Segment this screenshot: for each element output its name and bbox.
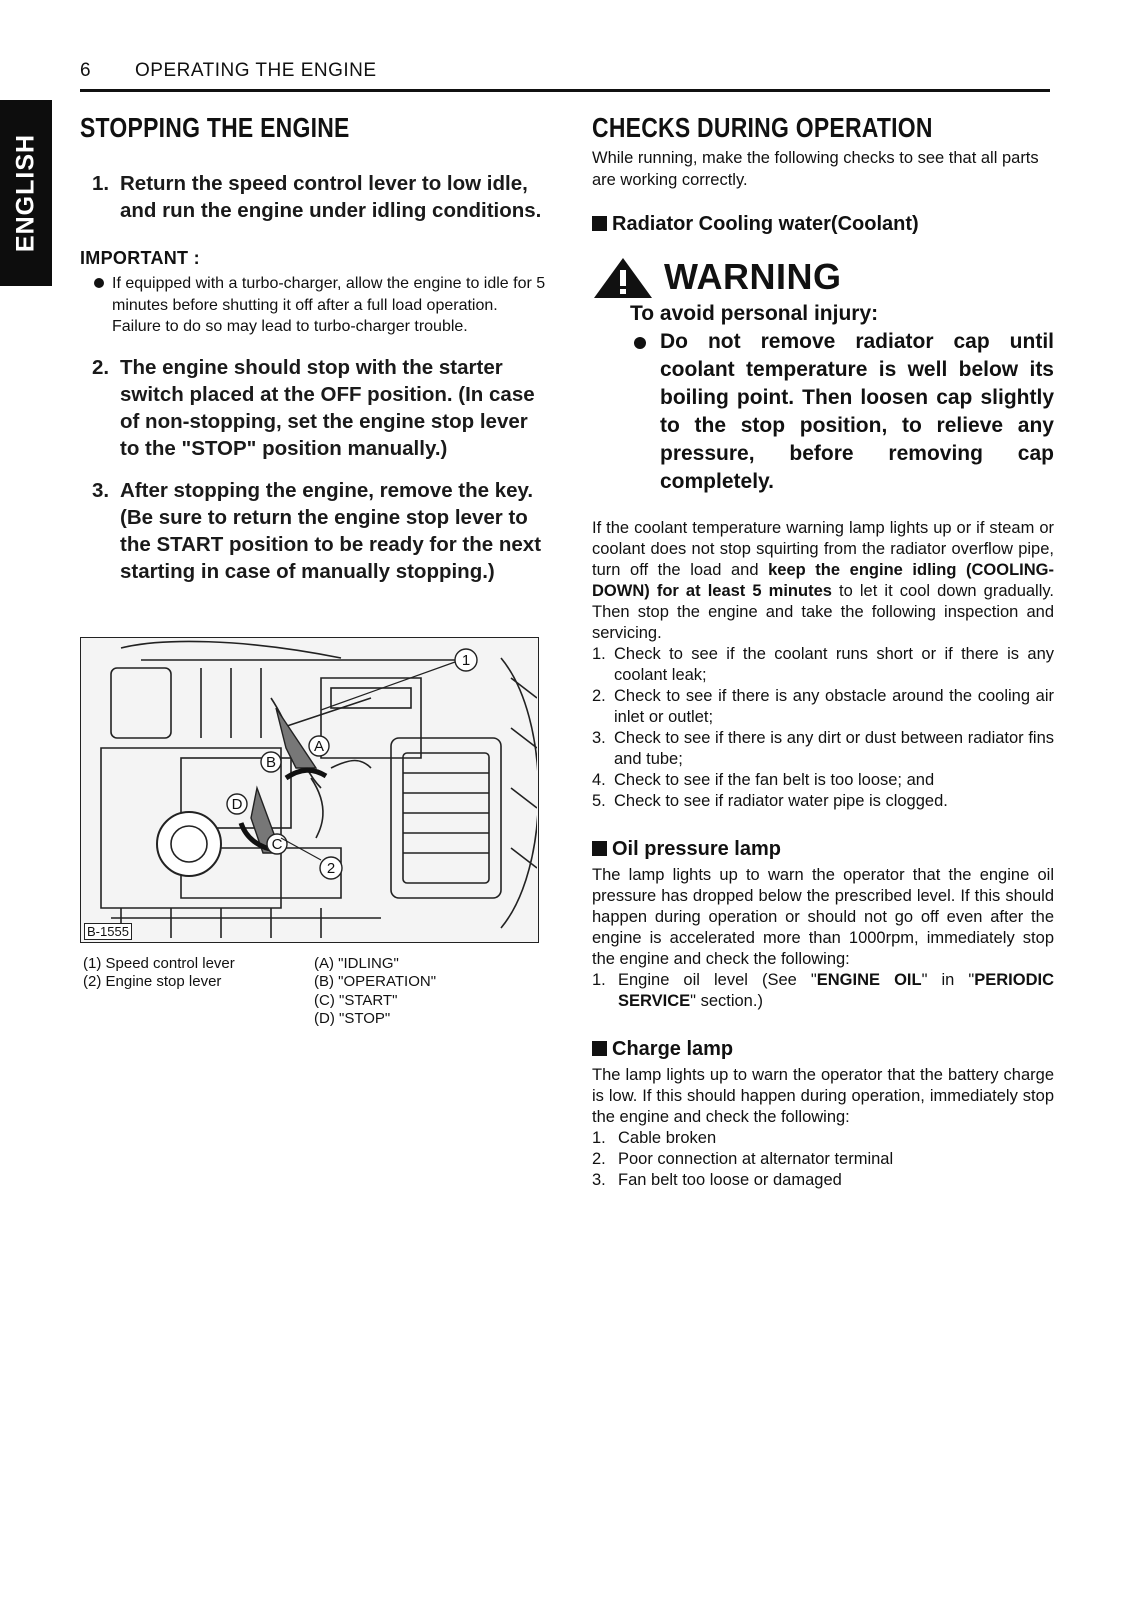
charge-checklist	[592, 1128, 1054, 1191]
engine-illustration	[80, 637, 539, 943]
list-text: Check to see if there is any dirt or dust between radiator fins and tube;	[614, 729, 1054, 768]
list-item	[592, 686, 1054, 728]
callout-c: C	[271, 835, 283, 853]
list-text: Cable broken	[618, 1129, 717, 1147]
step-text: The engine should stop with the starter switch placed at the OFF position. (In case of non-stopping, set the engine stop lever to the "STOP" position manually.)	[120, 355, 535, 460]
charge-heading	[592, 1038, 1054, 1061]
step-text: After stopping the engine, remove the key.(Be sure to return the engine stop lever to the START position to be ready for the next starting in case of manually stopping.)	[120, 478, 542, 583]
step-2	[80, 354, 550, 462]
step-number: 1.	[92, 172, 110, 195]
oil-heading-text: Oil pressure lamp	[612, 838, 781, 860]
warning-body	[592, 302, 1054, 496]
warning-label: WARNING	[664, 256, 842, 297]
callout-a: A	[313, 737, 325, 755]
important-text: If equipped with a turbo-charger, allow the engine to idle for 5 minutes before shutting it off after a full load operation.	[112, 275, 546, 314]
coolant-paragraph	[592, 518, 1054, 644]
page-number: 6	[80, 60, 91, 81]
oil-item	[592, 970, 1054, 1012]
page-header	[80, 58, 1050, 92]
list-item	[592, 644, 1054, 686]
list-number: 2.	[592, 1150, 606, 1168]
section-title-checks: CHECKS DURING OPERATION	[592, 112, 933, 143]
important-text-2: Failure to do so may lead to turbo-charger trouble.	[112, 318, 468, 335]
coolant-text-b: to let it cool down gradually. Then stop the engine and take the following inspection and servicing.	[592, 582, 1054, 642]
list-text: Check to see if the fan belt is too loose; and	[614, 771, 935, 789]
right-column	[592, 112, 1054, 1191]
warning-item	[630, 328, 1054, 496]
list-number: 1.	[592, 645, 606, 663]
important-note	[80, 273, 550, 338]
list-item	[592, 1149, 1054, 1170]
oil-paragraph: The lamp lights up to warn the operator that the engine oil pressure has dropped below the prescribed level. If this should happen during operation or should not go off even after the engine is accelerated more than 1000rpm, immediately stop the engine and check the following:	[592, 866, 1054, 968]
warning-text: Do not remove radiator cap until coolant temperature is well below its boiling point. Then loosen cap slightly to the stop position, to relieve any pressure, before removing cap completely.	[660, 330, 1054, 493]
list-number: 4.	[592, 771, 606, 789]
list-number: 2.	[592, 687, 606, 705]
warning-triangle-icon	[592, 256, 654, 300]
figure-code: B-1555	[84, 923, 132, 940]
warning-header	[592, 256, 1054, 302]
charge-paragraph: The lamp lights up to warn the operator that the battery charge is low. If this should happen during operation, immediately stop the engine and check the following:	[592, 1066, 1054, 1126]
list-text: Check to see if the coolant runs short or if there is any coolant leak;	[614, 645, 1054, 684]
bullet-icon	[94, 278, 104, 288]
list-text: Check to see if radiator water pipe is clogged.	[614, 792, 948, 810]
section-title-stopping: STOPPING THE ENGINE	[80, 112, 350, 143]
left-column	[80, 112, 550, 1035]
engine-drawing	[81, 638, 537, 941]
coolant-text-bold: keep the engine idling (COOLING-DOWN) for at least 5 minutes	[592, 561, 1054, 600]
radiator-heading	[592, 213, 1054, 236]
bullet-icon	[634, 337, 646, 349]
oil-item-bold-2: PERIODIC SERVICE	[618, 971, 1054, 1010]
language-tab-label: ENGLISH	[11, 133, 40, 253]
list-text: Poor connection at alternator terminal	[618, 1150, 894, 1168]
step-number: 2.	[92, 355, 110, 379]
caption-1: (1) Speed control lever	[83, 954, 235, 972]
square-bullet-icon	[592, 841, 607, 856]
important-label: IMPORTANT :	[80, 248, 200, 268]
caption-2: (2) Engine stop lever	[83, 973, 222, 990]
step-1	[80, 170, 550, 224]
captions-numbered	[83, 955, 235, 992]
figure-captions	[80, 955, 550, 1035]
caption-c: (C) "START"	[314, 991, 398, 1009]
step-number: 3.	[92, 478, 110, 502]
oil-heading	[592, 838, 1054, 861]
step-text: Return the speed control lever to low idle, and run the engine under idling conditions.	[120, 172, 542, 222]
list-number: 3.	[592, 729, 606, 747]
caption-d: (D) "STOP"	[314, 1010, 391, 1027]
callout-b: B	[265, 753, 277, 771]
list-item	[592, 791, 1054, 812]
captions-lettered	[314, 955, 436, 1029]
running-title: OPERATING THE ENGINE	[135, 60, 377, 81]
oil-item-text-a: Engine oil level (See "	[618, 971, 817, 989]
list-item	[592, 728, 1054, 770]
caption-a: (A) "IDLING"	[314, 954, 399, 972]
list-number: 1.	[592, 971, 606, 989]
list-item	[592, 770, 1054, 791]
step-3	[80, 477, 550, 585]
list-number: 1.	[592, 1129, 606, 1147]
oil-item-text-d: " section.)	[690, 992, 763, 1010]
callout-1: 1	[461, 651, 471, 669]
list-text: Fan belt too loose or damaged	[618, 1171, 842, 1189]
coolant-checklist	[592, 644, 1054, 812]
square-bullet-icon	[592, 216, 607, 231]
radiator-heading-text: Radiator Cooling water(Coolant)	[612, 213, 919, 235]
list-item	[592, 1170, 1054, 1191]
square-bullet-icon	[592, 1041, 607, 1056]
caption-b: (B) "OPERATION"	[314, 973, 437, 990]
coolant-text-a: If the coolant temperature warning lamp lights up or if steam or coolant does not stop squirting from the radiator overflow pipe, turn off the load and	[592, 519, 1054, 579]
list-number: 3.	[592, 1171, 606, 1189]
callout-2: 2	[326, 859, 336, 877]
oil-item-bold-1: ENGINE OIL	[816, 971, 922, 989]
checks-intro: While running, make the following checks to see that all parts are working correctly.	[592, 149, 1039, 189]
warning-lead: To avoid personal injury:	[630, 302, 879, 325]
list-item	[592, 1128, 1054, 1149]
callout-d: D	[231, 795, 243, 813]
list-text: Check to see if there is any obstacle around the cooling air inlet or outlet;	[614, 687, 1054, 726]
charge-heading-text: Charge lamp	[612, 1038, 734, 1060]
oil-item-text-c: " in "	[921, 971, 975, 989]
list-number: 5.	[592, 792, 606, 810]
language-tab	[0, 100, 52, 286]
